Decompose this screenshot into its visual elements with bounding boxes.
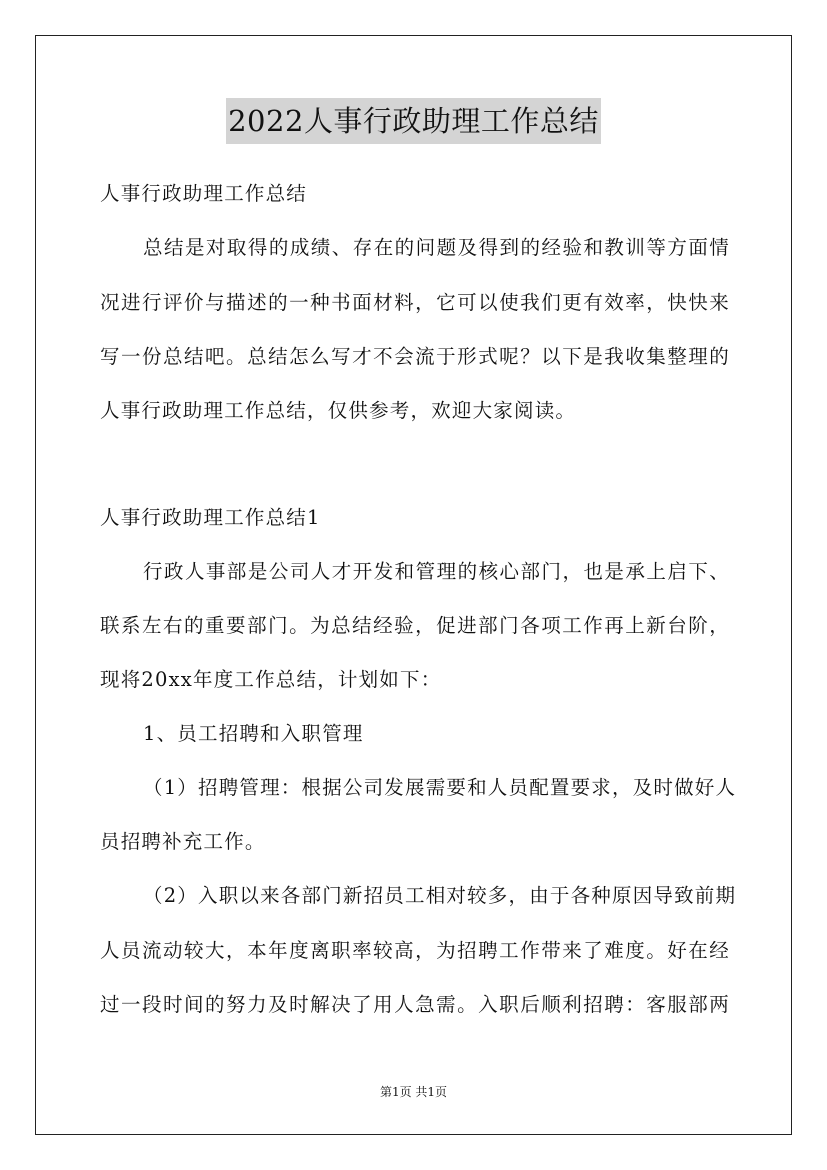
paragraph-line: 况进行评价与描述的一种书面材料，它可以使我们更有效率，快快来 <box>100 291 730 314</box>
paragraph-line: 写一份总结吧。总结怎么写才不会流于形式呢？以下是我收集整理的 <box>100 345 730 368</box>
paragraph-line: 行政人事部是公司人才开发和管理的核心部门，也是承上启下、 <box>143 560 730 583</box>
section-heading: 人事行政助理工作总结1 <box>100 506 321 529</box>
paragraph-line: 人员流动较大，本年度离职率较高，为招聘工作带来了难度。好在经 <box>100 939 730 962</box>
paragraph-line: 过一段时间的努力及时解决了用人急需。入职后顺利招聘：客服部两 <box>100 993 730 1016</box>
paragraph-line: （1）招聘管理：根据公司发展需要和人员配置要求，及时做好人 <box>143 776 737 799</box>
page-number-footer: 第1页 共1页 <box>379 1085 448 1099</box>
title-container <box>0 98 827 144</box>
paragraph-line: 人事行政助理工作总结，仅供参考，欢迎大家阅读。 <box>100 399 577 422</box>
list-item-heading: 1、员工招聘和入职管理 <box>143 722 364 745</box>
document-title: 2022人事行政助理工作总结 <box>226 98 601 144</box>
paragraph-line: 现将20xx年度工作总结，计划如下： <box>100 668 442 691</box>
section-heading: 人事行政助理工作总结 <box>100 182 308 205</box>
paragraph-line: （2）入职以来各部门新招员工相对较多，由于各种原因导致前期 <box>143 884 737 907</box>
paragraph-line: 员招聘补充工作。 <box>100 830 266 853</box>
paragraph-line: 总结是对取得的成绩、存在的问题及得到的经验和教训等方面情 <box>143 236 730 259</box>
paragraph-line: 联系左右的重要部门。为总结经验，促进部门各项工作再上新台阶， <box>100 614 730 637</box>
